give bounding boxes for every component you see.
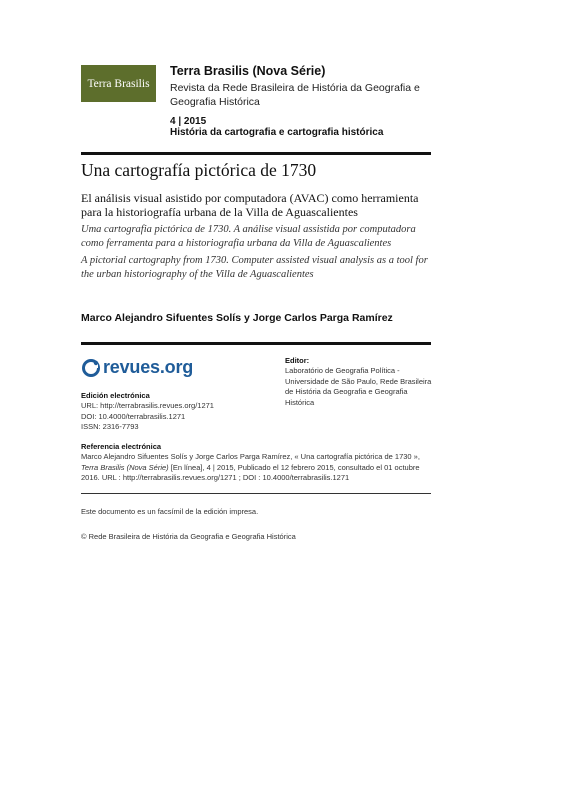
article-authors: Marco Alejandro Sifuentes Solís y Jorge Carlos Parga Ramírez	[81, 312, 393, 324]
electronic-edition-url[interactable]: URL: http://terrabrasilis.revues.org/1271	[81, 401, 214, 410]
journal-logo	[81, 65, 156, 102]
alt-title-portuguese: Uma cartografia pictórica de 1730. A análise visual assistida por computadora como ferramenta para a historiografia urbana da Villa de Aguascalientes	[81, 224, 416, 250]
editor-line: de História da Geografia e Geografia	[285, 387, 408, 396]
facsimile-note: Este documento es un facsímil de la edición impresa.	[81, 507, 259, 516]
revues-logo-text: revues.org	[103, 357, 194, 377]
article-subtitle: El análisis visual asistido por computadora (AVAC) como herramienta para la historiografía urbana de la Villa de Aguascalientes	[81, 191, 419, 219]
copyright-note: © Rede Brasileira de História da Geografia e Geografia Histórica	[81, 532, 296, 541]
revues-logo[interactable]	[81, 357, 193, 378]
journal-logo-text: Terra Brasilis	[87, 77, 150, 90]
journal-subtitle: Revista da Rede Brasileira de História da Geografia e Geografia Histórica	[170, 82, 420, 108]
issue-number: 4 | 2015	[170, 116, 207, 127]
reference-text	[81, 452, 431, 484]
editor-info	[285, 366, 435, 408]
top-divider	[81, 152, 431, 155]
electronic-edition-info	[81, 401, 261, 433]
revues-leaf-icon	[81, 358, 101, 378]
electronic-edition-doi[interactable]: DOI: 10.4000/terrabrasilis.1271	[81, 411, 186, 421]
electronic-edition-label: Edición electrónica	[81, 391, 150, 400]
article-title: Una cartografía pictórica de 1730	[81, 160, 317, 180]
journal-title: Terra Brasilis (Nova Série)	[170, 64, 326, 78]
issue-theme: História da cartografia e cartografia histórica	[170, 127, 384, 138]
reference-line-rest: [En línea], 4 | 2015, Publicado el 12 febrero 2015, consultado el 01 octubre	[168, 462, 420, 472]
reference-line	[81, 463, 431, 474]
bottom-divider	[81, 493, 431, 494]
alt-title-english: A pictorial cartography from 1730. Computer assisted visual analysis as a tool for the urban historiography of the Villa de Aguascalientes	[81, 255, 428, 281]
middle-divider	[81, 342, 431, 345]
reference-journal-name: Terra Brasilis (Nova Série)	[81, 462, 169, 472]
reference-line: Marco Alejandro Sifuentes Solís y Jorge Carlos Parga Ramírez, « Una cartografía pictórica de 1730 »,	[81, 452, 420, 461]
editor-label: Editor:	[285, 356, 310, 365]
editor-line: Histórica	[285, 397, 315, 407]
editor-line: Laboratório de Geografia Política -	[285, 366, 400, 375]
editor-line: Universidade de São Paulo, Rede Brasileira	[285, 376, 432, 386]
reference-label: Referencia electrónica	[81, 442, 162, 451]
reference-line: 2016. URL : http://terrabrasilis.revues.org/1271 ; DOI : 10.4000/terrabrasilis.1271	[81, 473, 350, 482]
electronic-edition-issn: ISSN: 2316-7793	[81, 422, 139, 431]
